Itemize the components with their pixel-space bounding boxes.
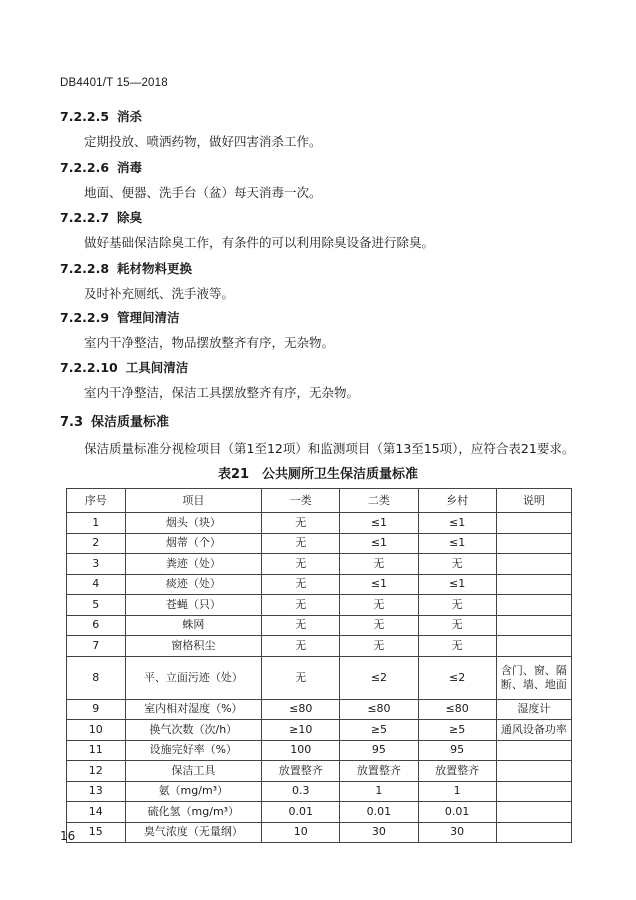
cell-class-2: 无 bbox=[340, 615, 418, 636]
cell-note: 湿度计 bbox=[496, 699, 571, 720]
cell-rural: 放置整齐 bbox=[418, 761, 496, 782]
cell-class-2: ≤80 bbox=[340, 699, 418, 720]
cell-rural: 95 bbox=[418, 740, 496, 761]
section-heading-7-3 bbox=[60, 411, 169, 430]
cell-no: 11 bbox=[67, 740, 126, 761]
cell-class-1: 无 bbox=[262, 636, 340, 657]
cell-no: 4 bbox=[67, 574, 126, 595]
cell-class-1: 10 bbox=[262, 822, 340, 843]
table-row bbox=[67, 533, 572, 554]
cell-no: 6 bbox=[67, 615, 126, 636]
section-title: 除臭 bbox=[117, 210, 143, 225]
cell-note bbox=[496, 740, 571, 761]
cell-class-1: 无 bbox=[262, 554, 340, 575]
section-title: 工具间清洁 bbox=[125, 360, 189, 375]
cell-no: 7 bbox=[67, 636, 126, 657]
cell-class-1: 无 bbox=[262, 574, 340, 595]
quality-standard-table bbox=[66, 488, 572, 843]
cell-class-1: 无 bbox=[262, 513, 340, 534]
table-row bbox=[67, 636, 572, 657]
section-paragraph-7-2-2-9: 室内干净整洁，物品摆放整齐有序，无杂物。 bbox=[84, 335, 335, 350]
section-paragraph-7-2-2-6: 地面、便器、洗手台（盆）每天消毒一次。 bbox=[84, 185, 322, 200]
cell-no: 10 bbox=[67, 720, 126, 741]
cell-class-2: 无 bbox=[340, 636, 418, 657]
cell-class-2: 无 bbox=[340, 595, 418, 616]
cell-rural: ≤1 bbox=[418, 574, 496, 595]
cell-item: 烟蒂（个） bbox=[125, 533, 262, 554]
section-number: 7.2.2.7 bbox=[60, 210, 110, 225]
cell-note bbox=[496, 574, 571, 595]
cell-rural: 无 bbox=[418, 554, 496, 575]
page-number: 16 bbox=[60, 829, 76, 843]
table-row bbox=[67, 554, 572, 575]
cell-item: 蛛网 bbox=[125, 615, 262, 636]
section-title: 保洁质量标准 bbox=[91, 415, 170, 430]
section-paragraph-7-2-2-8: 及时补充厕纸、洗手液等。 bbox=[84, 286, 235, 301]
cell-class-1: ≤80 bbox=[262, 699, 340, 720]
section-number: 7.3 bbox=[60, 415, 84, 430]
table-caption: 表21 公共厕所卫生保洁质量标准 bbox=[217, 467, 419, 482]
section-heading-7-2-2-6 bbox=[60, 158, 142, 176]
cell-note bbox=[496, 761, 571, 782]
document-code: DB4401/T 15—2018 bbox=[60, 77, 168, 89]
cell-item: 氨（mg/m³） bbox=[125, 781, 262, 802]
cell-item: 烟头（块） bbox=[125, 513, 262, 534]
cell-item: 保洁工具 bbox=[125, 761, 262, 782]
section-number: 7.2.2.8 bbox=[60, 261, 110, 276]
section-heading-7-2-2-8 bbox=[60, 259, 192, 277]
header-cell-no: 序号 bbox=[67, 489, 126, 513]
table-header-row bbox=[67, 489, 572, 513]
cell-rural: ≤1 bbox=[418, 533, 496, 554]
cell-note bbox=[496, 636, 571, 657]
cell-item: 平、立面污迹（处） bbox=[125, 656, 262, 699]
section-paragraph-7-2-2-10: 室内干净整洁，保洁工具摆放整齐有序，无杂物。 bbox=[84, 385, 360, 400]
cell-rural: 1 bbox=[418, 781, 496, 802]
cell-no: 2 bbox=[67, 533, 126, 554]
cell-no: 14 bbox=[67, 802, 126, 823]
section-number: 7.2.2.10 bbox=[60, 360, 118, 375]
cell-class-2: ≤1 bbox=[340, 533, 418, 554]
cell-class-2: ≤1 bbox=[340, 513, 418, 534]
cell-class-1: 100 bbox=[262, 740, 340, 761]
cell-no: 8 bbox=[67, 656, 126, 699]
section-number: 7.2.2.6 bbox=[60, 160, 110, 175]
cell-class-2: 30 bbox=[340, 822, 418, 843]
section-number: 7.2.2.5 bbox=[60, 109, 110, 124]
section-paragraph-7-2-2-5: 定期投放、喷洒药物，做好四害消杀工作。 bbox=[84, 134, 322, 149]
cell-note bbox=[496, 615, 571, 636]
section-heading-7-2-2-5 bbox=[60, 107, 142, 125]
cell-class-1: ≥10 bbox=[262, 720, 340, 741]
section-title: 耗材物料更换 bbox=[117, 261, 193, 276]
cell-no: 3 bbox=[67, 554, 126, 575]
cell-item: 痰迹（处） bbox=[125, 574, 262, 595]
table-row bbox=[67, 574, 572, 595]
table-row bbox=[67, 615, 572, 636]
cell-item: 室内相对湿度（%） bbox=[125, 699, 262, 720]
table-row bbox=[67, 595, 572, 616]
cell-item: 臭气浓度（无量纲） bbox=[125, 822, 262, 843]
cell-no: 12 bbox=[67, 761, 126, 782]
cell-item: 苍蝇（只） bbox=[125, 595, 262, 616]
table-row bbox=[67, 720, 572, 741]
cell-rural: 30 bbox=[418, 822, 496, 843]
section-heading-7-2-2-9 bbox=[60, 308, 180, 326]
table-row bbox=[67, 802, 572, 823]
cell-no: 13 bbox=[67, 781, 126, 802]
table-row bbox=[67, 781, 572, 802]
table-row bbox=[67, 761, 572, 782]
cell-note bbox=[496, 513, 571, 534]
cell-class-1: 0.3 bbox=[262, 781, 340, 802]
cell-class-1: 无 bbox=[262, 533, 340, 554]
section-number: 7.2.2.9 bbox=[60, 310, 110, 325]
cell-rural: 无 bbox=[418, 636, 496, 657]
cell-class-2: ≤2 bbox=[340, 656, 418, 699]
cell-rural: ≤80 bbox=[418, 699, 496, 720]
table-body bbox=[67, 513, 572, 843]
table-row bbox=[67, 656, 572, 699]
cell-class-1: 放置整齐 bbox=[262, 761, 340, 782]
cell-note bbox=[496, 595, 571, 616]
cell-no: 5 bbox=[67, 595, 126, 616]
section-heading-7-2-2-10 bbox=[60, 358, 188, 376]
cell-note bbox=[496, 822, 571, 843]
cell-rural: ≥5 bbox=[418, 720, 496, 741]
cell-no: 15 bbox=[67, 822, 126, 843]
cell-item: 设施完好率（%） bbox=[125, 740, 262, 761]
cell-class-1: 无 bbox=[262, 656, 340, 699]
cell-class-2: ≤1 bbox=[340, 574, 418, 595]
header-cell-class-2: 二类 bbox=[340, 489, 418, 513]
cell-item: 窗格积尘 bbox=[125, 636, 262, 657]
section-heading-7-2-2-7 bbox=[60, 208, 142, 226]
cell-item: 粪迹（处） bbox=[125, 554, 262, 575]
cell-note: 通风设备功率 bbox=[496, 720, 571, 741]
cell-note bbox=[496, 533, 571, 554]
cell-no: 9 bbox=[67, 699, 126, 720]
cell-class-1: 无 bbox=[262, 595, 340, 616]
cell-class-2: 0.01 bbox=[340, 802, 418, 823]
cell-note bbox=[496, 802, 571, 823]
section-title: 消毒 bbox=[117, 160, 143, 175]
cell-class-2: ≥5 bbox=[340, 720, 418, 741]
cell-note bbox=[496, 554, 571, 575]
section-title: 管理间清洁 bbox=[117, 310, 180, 325]
cell-rural: 无 bbox=[418, 615, 496, 636]
cell-class-2: 1 bbox=[340, 781, 418, 802]
cell-note: 含门、窗、隔断、墙、地面 bbox=[496, 656, 571, 699]
cell-class-1: 无 bbox=[262, 615, 340, 636]
header-cell-note: 说明 bbox=[496, 489, 571, 513]
table-row bbox=[67, 822, 572, 843]
cell-rural: ≤1 bbox=[418, 513, 496, 534]
table-row bbox=[67, 740, 572, 761]
header-cell-item: 项目 bbox=[125, 489, 262, 513]
table-row bbox=[67, 513, 572, 534]
header-cell-rural: 乡村 bbox=[418, 489, 496, 513]
cell-item: 硫化氢（mg/m³） bbox=[125, 802, 262, 823]
section-title: 消杀 bbox=[117, 109, 143, 124]
cell-rural: 无 bbox=[418, 595, 496, 616]
cell-no: 1 bbox=[67, 513, 126, 534]
section-paragraph-7-2-2-7: 做好基础保洁除臭工作，有条件的可以利用除臭设备进行除臭。 bbox=[84, 235, 435, 250]
cell-class-1: 0.01 bbox=[262, 802, 340, 823]
cell-class-2: 放置整齐 bbox=[340, 761, 418, 782]
cell-item: 换气次数（次/h） bbox=[125, 720, 262, 741]
cell-class-2: 95 bbox=[340, 740, 418, 761]
cell-rural: 0.01 bbox=[418, 802, 496, 823]
cell-class-2: 无 bbox=[340, 554, 418, 575]
header-cell-class-1: 一类 bbox=[262, 489, 340, 513]
cell-rural: ≤2 bbox=[418, 656, 496, 699]
cell-note bbox=[496, 781, 571, 802]
section-paragraph-7-3: 保洁质量标准分视检项目（第1至12项）和监测项目（第13至15项），应符合表21要求。 bbox=[84, 441, 575, 456]
table-row bbox=[67, 699, 572, 720]
